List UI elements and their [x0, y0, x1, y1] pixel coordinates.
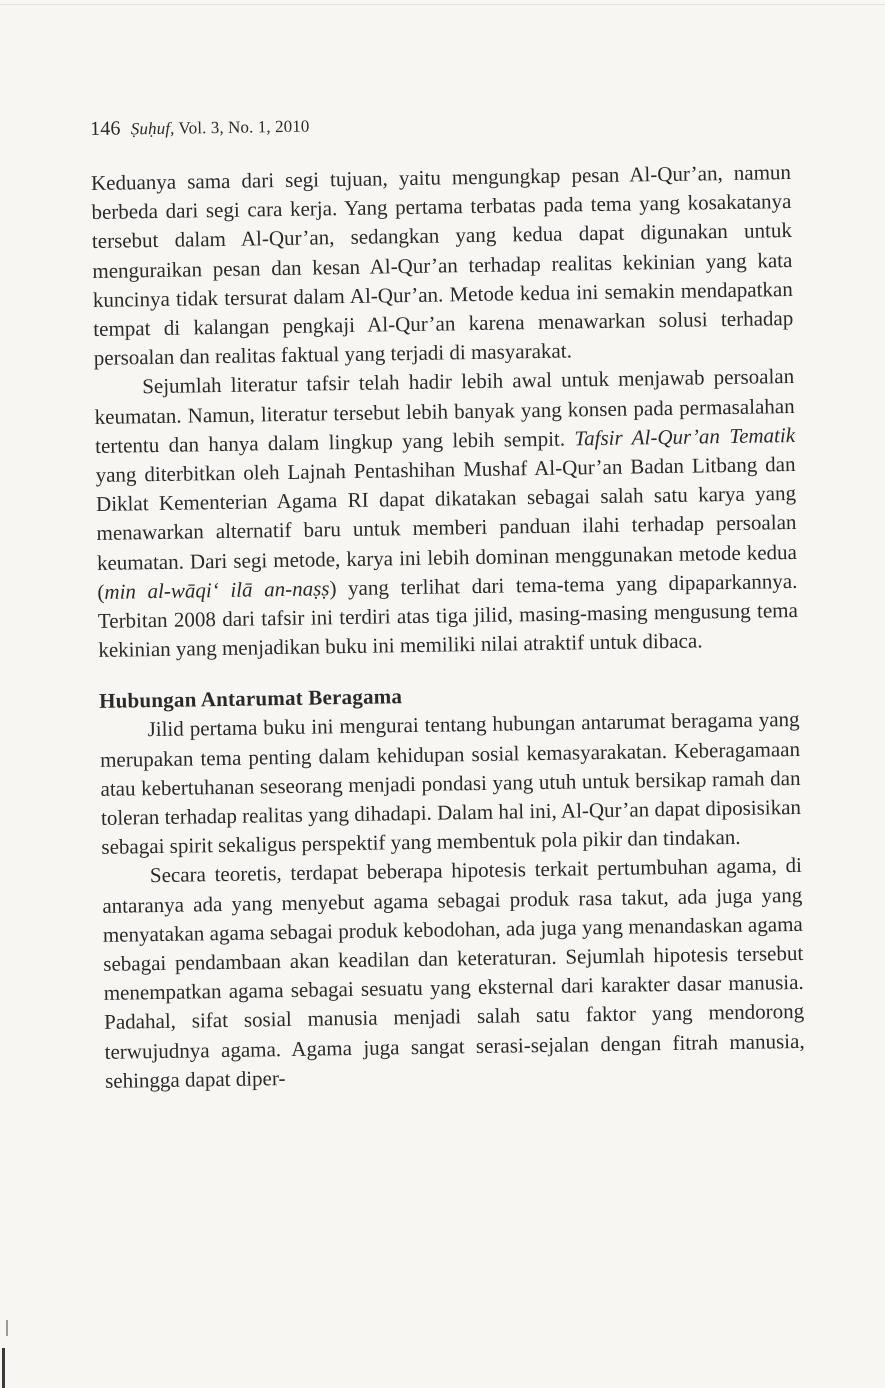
page-number: 146 — [90, 117, 121, 140]
paragraph-text: Jilid pertama buku ini mengurai tentang hubungan antarumat beragama yang merupakan tema penting dalam kehidupan sosial kemasyarakatan. Keberagamaan atau kebertuhanan seseorang menjadi pondasi yang utuh untuk bersikap ramah dan toleran terhadap realitas yang dihadapi. Dalam hal ini, Al-Qur’an dapat diposisikan sebagai spirit sekaligus perspektif yang membentuk pola pikir dan tindakan. — [99, 707, 802, 860]
running-header — [90, 107, 790, 141]
paragraph-p1 — [91, 158, 794, 373]
journal-page — [90, 107, 805, 1096]
italic-text: min al-wāqi‘ ilā an-naṣṣ — [104, 576, 330, 604]
scan-edge-mark — [2, 1348, 5, 1388]
paragraph-text: Sejumlah literatur tafsir telah hadir lebih awal untuk menjawab persoalan keumatan. Namun, literatur tersebut lebih banyak yang konsen pada permasalahan tertentu dan hanya dalam lingkup yang lebih sempit. — [94, 364, 795, 458]
paragraph-p2 — [94, 362, 799, 665]
journal-name: Ṣuḥuf, — [130, 118, 175, 139]
body-text-intro — [91, 158, 799, 665]
paragraph-text: Keduanya sama dari segi tujuan, yaitu mengungkap pesan Al-Qur’an, namun berbeda dari segi cara kerja. Yang pertama terbatas pada tema yang kosakatanya tersebut dalam Al-Qur’an, sedangkan yang kedua dapat digunakan untuk menguraikan pesan dan kesan Al-Qur’an terhadap realitas kekinian yang kata kuncinya tidak tersurat dalam Al-Qur’an. Metode kedua ini semakin mendapatkan tempat di kalangan pengkaji Al-Qur’an karena menawarkan solusi terhadap persoalan dan realitas faktual yang terjadi di masyarakat. — [90, 159, 794, 371]
scan-edge-mark-small — [6, 1320, 8, 1336]
paragraph-text: yang diterbitkan oleh Lajnah Pentashihan Mushaf Al-Qur’an Badan Litbang dan Diklat Kementerian Agama RI dapat dikatakan sebagai salah satu karya yang menawarkan alternatif baru untuk memberi panduan ilahi terhadap persoalan keumatan. Dari segi metode, karya ini lebih dominan menggunakan metode kedua ( — [95, 451, 798, 604]
body-text-section — [99, 705, 805, 1096]
paragraph-p3 — [99, 705, 801, 862]
journal-issue: Vol. 3, No. 1, 2010 — [178, 116, 310, 138]
paragraph-text: Secara teoretis, terdapat beberapa hipotesis terkait pertumbuhan agama, di antaranya ada yang menyebut agama sebagai produk rasa takut, ada juga yang menyatakan agama sebagai produk kebodohan, ada juga yang menandaskan agama sebagai pendambaan akan keadilan dan keteraturan. Sejumlah hipotesis tersebut menempatkan agama sebagai sesuatu yang eksternal dari karakter dasar manusia. Padahal, sifat sosial manusia menjadi salah satu faktor yang mendorong terwujudnya agama. Agama juga sangat serasi-sejalan dengan fitrah manusia, sehingga dapat diper- — [102, 853, 805, 1093]
paragraph-text: ) yang terlihat dari tema-tema yang dipaparkannya. Terbitan 2008 dari tafsir ini terdiri atas tiga jilid, masing-masing mengusung tema kekinian yang menjadikan buku ini memiliki nilai atraktif untuk dibaca. — [97, 568, 799, 663]
section-heading: Hubungan Antarumat Beragama — [98, 684, 403, 714]
paragraph-p4 — [102, 851, 806, 1096]
scan-edge-line — [0, 4, 885, 5]
italic-text: Tafsir Al-Qur’an Tematik — [574, 422, 796, 451]
